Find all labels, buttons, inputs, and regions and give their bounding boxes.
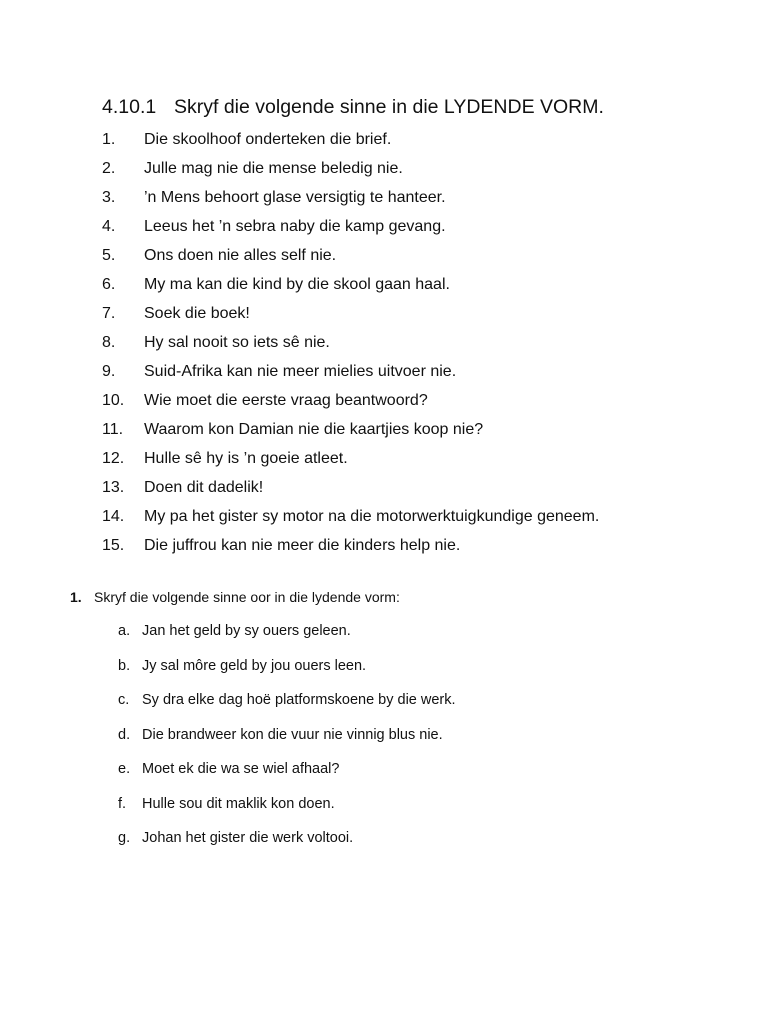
item-text: Doen dit dadelik! (144, 479, 264, 496)
item-text: Die juffrou kan nie meer die kinders help nie. (144, 537, 461, 554)
item-number: 9. (102, 363, 116, 380)
list-item (118, 758, 730, 793)
item-text: Hulle sou dit maklik kon doen. (142, 795, 335, 812)
item-number: 4. (102, 218, 116, 235)
list-item (102, 328, 742, 357)
item-text: Julle mag nie die mense beledig nie. (144, 160, 403, 177)
item-text: Jan het geld by sy ouers geleen. (142, 623, 351, 639)
item-text: Wie moet die eerste vraag beantwoord? (144, 392, 428, 409)
item-letter: e. (118, 761, 131, 777)
item-number: 12. (102, 450, 125, 467)
exercise-4-10-1 (102, 93, 742, 560)
item-number: 7. (102, 305, 116, 322)
item-number: 2. (102, 160, 116, 177)
list-item (102, 357, 742, 386)
item-number: 10. (102, 392, 125, 409)
item-text: Suid-Afrika kan nie meer mielies uitvoer nie. (144, 363, 457, 380)
exercise-1-heading (70, 586, 730, 608)
sentence-list (102, 125, 742, 560)
list-item (102, 154, 742, 183)
list-item (102, 444, 742, 473)
item-number: 11. (102, 421, 124, 438)
item-text: Soek die boek! (144, 305, 250, 322)
item-number: 13. (102, 479, 125, 496)
exercise-number: 4.10.1 (102, 96, 157, 118)
list-item (102, 415, 742, 444)
item-number: 3. (102, 189, 116, 206)
item-text: Leeus het ’n sebra naby die kamp gevang. (144, 218, 446, 235)
item-text: Waarom kon Damian nie die kaartjies koop nie? (144, 421, 484, 438)
item-text: ’n Mens behoort glase versigtig te hanteer. (144, 189, 446, 206)
item-text: Hulle sê hy is ’n goeie atleet. (144, 450, 348, 467)
list-item (102, 531, 742, 560)
item-text: My pa het gister sy motor na die motorwerktuigkundige geneem. (144, 508, 600, 525)
list-item (102, 212, 742, 241)
item-number: 1. (102, 131, 116, 148)
item-number: 6. (102, 276, 116, 293)
item-letter: f. (118, 795, 127, 812)
list-item (102, 125, 742, 154)
item-text: Moet ek die wa se wiel afhaal? (142, 761, 340, 777)
item-number: 14. (102, 508, 125, 525)
list-item (102, 473, 742, 502)
item-text: My ma kan die kind by die skool gaan haal. (144, 276, 450, 293)
list-item (102, 270, 742, 299)
item-text: Johan het gister die werk voltooi. (142, 830, 354, 846)
item-letter: b. (118, 657, 131, 674)
item-text: Hy sal nooit so iets sê nie. (144, 334, 330, 351)
list-item (118, 655, 730, 690)
item-number: 15. (102, 537, 125, 554)
item-letter: d. (118, 726, 131, 743)
lettered-sentence-list (118, 620, 730, 862)
item-number: 5. (102, 247, 116, 264)
list-item (102, 183, 742, 212)
item-text: Die skoolhoof onderteken die brief. (144, 131, 392, 148)
item-letter: c. (118, 692, 130, 708)
list-item (118, 724, 730, 759)
list-item (102, 299, 742, 328)
list-item (118, 827, 730, 862)
list-item (102, 241, 742, 270)
item-text: Ons doen nie alles self nie. (144, 247, 337, 264)
item-text: Die brandweer kon die vuur nie vinnig blus nie. (142, 726, 443, 743)
item-text: Jy sal môre geld by jou ouers leen. (142, 657, 367, 674)
list-item (102, 502, 742, 531)
list-item (118, 793, 730, 828)
question-title: Skryf die volgende sinne oor in die lydende vorm: (94, 589, 400, 605)
exercise-title: Skryf die volgende sinne in die LYDENDE VORM. (174, 96, 604, 118)
item-text: Sy dra elke dag hoë platformskoene by die werk. (142, 692, 456, 708)
list-item (102, 386, 742, 415)
exercise-4-10-1-heading (102, 93, 742, 121)
list-item (118, 689, 730, 724)
exercise-1 (70, 586, 730, 862)
question-number: 1. (70, 589, 82, 605)
item-letter: g. (118, 830, 131, 846)
list-item (118, 620, 730, 655)
item-letter: a. (118, 623, 131, 639)
item-number: 8. (102, 334, 116, 351)
